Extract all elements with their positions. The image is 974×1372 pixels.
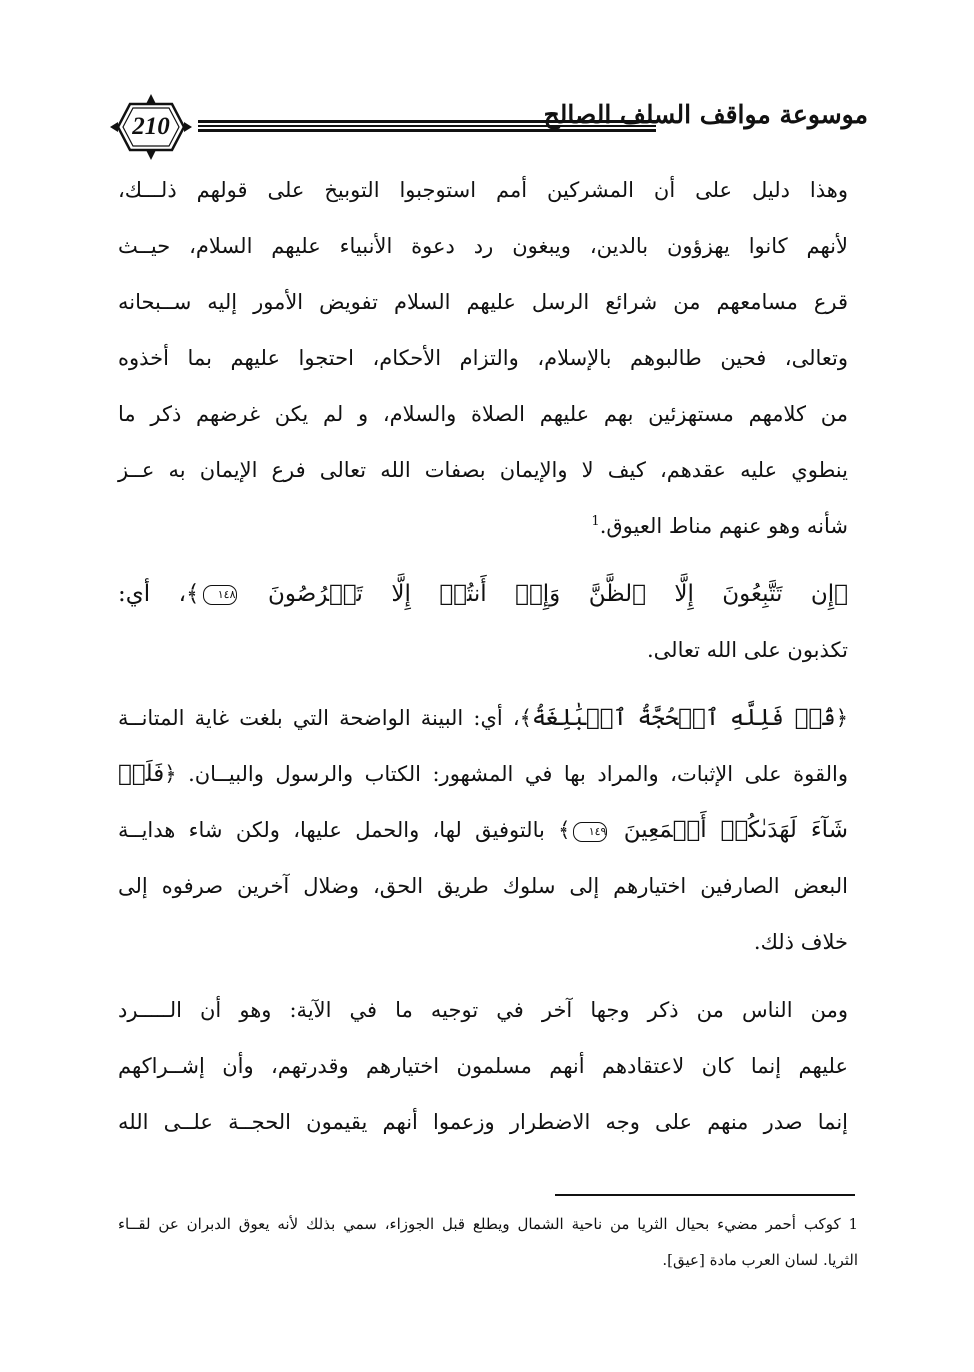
text-line [118, 690, 848, 746]
text-line: قرع مسامعهم من شرائع الرسل عليهم السلام تفويض الأمور إليه ســبحانه [118, 290, 848, 314]
book-title: موسوعة مواقف السلف الصالح [543, 100, 868, 129]
quran-verse: فَلَوۡ [118, 761, 165, 787]
text-line: ومن الناس من ذكر وجها آخر في توجيه ما في الآية: وهو أن الـــــرد [118, 998, 848, 1022]
page-number-badge [108, 92, 194, 162]
text-line: من كلامهم مستهزئين بهم عليهم الصلاة والسلام، و لم يكن غرضهم ذكر ما [118, 402, 848, 426]
text-line [118, 802, 848, 858]
quran-verse: قُلۡ فَلِلَّهِ ٱلۡحُجَّةُ ٱلۡبَٰلِغَةُ [531, 705, 836, 731]
quran-verse: إِن تَتَّبِعُونَ إِلَّا ٱلظَّنَّ وَإِنۡ أَنتُمۡ إِلَّا تَخۡرُصُونَ [267, 581, 835, 607]
text-line: البعض الصارفين اختيارهم إلى سلوك طريق الحق، وضلال آخرين صرفوه إلى [118, 874, 848, 898]
text-span: والقوة على الإثبات، والمراد بها في المشهور: الكتاب والرسول والبيــان. [188, 762, 848, 786]
text-span: بالتوفيق لها، والحمل عليها، ولكن شاء هدايــة [118, 818, 545, 842]
text-line: ينطوي عليه عقدهم، كيف لا والإيمان بصفات الله تعالى فرع الإيمان به عــز [118, 458, 848, 482]
verse-bracket-close: ﴾ [558, 818, 571, 842]
text-span: ، أي: [118, 581, 187, 607]
page-number: 210 [132, 113, 170, 140]
text-line: خلاف ذلك. [753, 930, 848, 954]
quran-verse: شَآءَ لَهَدَىٰكُمۡ أَجۡمَعِينَ [623, 817, 848, 843]
verse-bracket-close: ﴾ [519, 706, 532, 730]
text-span: شأنه وهو عنهم مناط العيوق. [599, 514, 848, 538]
footnotes [118, 1206, 858, 1278]
text-span: ، أي: البينة الواضحة التي بلغت غاية المتانــة [118, 706, 520, 730]
text-line: إنما صدر منهم على وجه الاضطرار وزعموا أنهم يقيمون الحجــة علــى الله [118, 1110, 848, 1134]
ayah-number: ١٤٩ [573, 822, 607, 842]
footnote-line: الثريا. لسان العرب مادة [عيق]. [662, 1251, 858, 1269]
text-line [118, 746, 848, 802]
ayah-number: ١٤٨ [203, 585, 237, 605]
footnote-line [118, 1206, 858, 1242]
footnote-number: 1 [848, 1215, 858, 1233]
verse-bracket-close: ﴾ [186, 581, 200, 607]
page-header [108, 92, 868, 162]
verse-bracket-open: ﴿ [164, 762, 177, 786]
main-text [118, 162, 848, 1150]
verse-bracket-open: ﴿ [835, 706, 848, 730]
text-line: وتعالى، فحين طالبوهم بالإسلام، والتزام الأحكام، احتجوا عليهم بما أخذوه [118, 346, 848, 370]
text-line: تكذبون على الله تعالى. [647, 638, 848, 662]
text-line [118, 498, 848, 554]
verse-bracket-open: ﴿ [834, 581, 848, 607]
text-line: لأنهم كانوا يهزؤون بالدين، ويبغون رد دعوة الأنبياء عليهم السلام، حيــث [118, 234, 848, 258]
footnote-text: كوكب أحمر مضيء بحيال الثريا من ناحية الشمال ويطلع قبل الجوزاء، سمي بذلك لأنه يعوق الدبران عن لقــاء [118, 1215, 841, 1233]
text-line: عليهم إنما كان لاعتقادهم أنهم مسلمون اختيارهم وقدرتهم، وأن إشــراكهم [118, 1054, 848, 1078]
footnote-reference: 1 [591, 514, 600, 529]
footnote-separator [555, 1194, 855, 1196]
text-line: وهذا دليل على أن المشركين أمم استوجبوا التوبيخ على قولهم ذلـــك، [118, 178, 848, 202]
quran-verse-line [118, 566, 848, 622]
